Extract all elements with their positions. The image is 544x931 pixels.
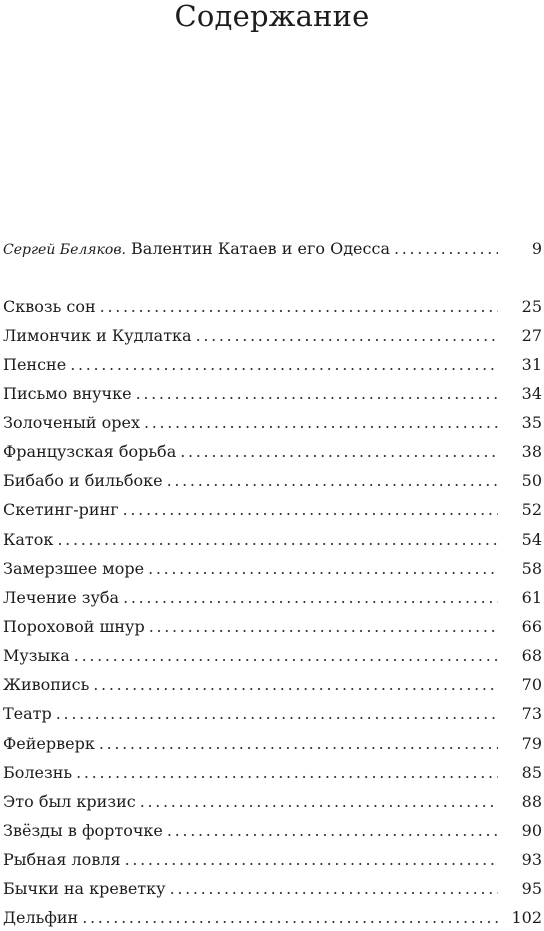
- toc-entry-page: 93: [521, 850, 542, 869]
- toc-entry[interactable]: [3, 789, 542, 815]
- toc-entry[interactable]: [3, 497, 542, 523]
- toc-entry-title: Бычки на креветку: [3, 879, 166, 898]
- toc-entry-page: 70: [521, 675, 542, 694]
- dot-leader: [144, 410, 498, 436]
- dot-leader: [140, 789, 498, 815]
- toc-entry[interactable]: [3, 556, 542, 582]
- toc-entry-title-text: Валентин Катаев и его Одесса: [125, 239, 390, 258]
- dot-leader: [136, 381, 498, 407]
- dot-leader: [76, 760, 498, 786]
- dot-leader: [394, 236, 498, 262]
- toc-entry-page: 31: [521, 355, 542, 374]
- toc-entry-page: 50: [521, 471, 542, 490]
- toc-entry-title: Пенсне: [3, 355, 67, 374]
- toc-entry-page: 102: [511, 908, 542, 927]
- toc-entry-title: Каток: [3, 530, 54, 549]
- toc-entry[interactable]: [3, 672, 542, 698]
- toc-entry-page: 73: [521, 704, 542, 723]
- dot-leader: [167, 818, 498, 844]
- dot-leader: [149, 614, 498, 640]
- toc-entry-page: 88: [521, 792, 542, 811]
- toc-entry[interactable]: [3, 352, 542, 378]
- toc-entry-title: Дельфин: [3, 908, 79, 927]
- dot-leader: [100, 294, 498, 320]
- toc-entry-title: Это был кризис: [3, 792, 136, 811]
- toc-entry[interactable]: [3, 527, 542, 553]
- toc-entry-title: Живопись: [3, 675, 90, 694]
- toc-entry-title: Музыка: [3, 646, 70, 665]
- toc-entry[interactable]: [3, 614, 542, 640]
- toc-entry-title: Болезнь: [3, 763, 73, 782]
- toc-entry-title: Рыбная ловля: [3, 850, 121, 869]
- dot-leader: [123, 497, 498, 523]
- toc-entry[interactable]: [3, 760, 542, 786]
- dot-leader: [170, 876, 498, 902]
- toc-entry-page: 54: [521, 530, 542, 549]
- toc-entry-page: 35: [521, 413, 542, 432]
- toc-entry-page: 38: [521, 442, 542, 461]
- toc-entry[interactable]: [3, 468, 542, 494]
- toc-entry[interactable]: [3, 585, 542, 611]
- dot-leader: [196, 323, 498, 349]
- toc-entry-title: Сквозь сон: [3, 297, 96, 316]
- toc-entry-page: 90: [521, 821, 542, 840]
- toc-entry-page: 85: [521, 763, 542, 782]
- toc-entry-title: Французская борьба: [3, 442, 177, 461]
- dot-leader: [99, 731, 498, 757]
- dot-leader: [93, 672, 498, 698]
- toc-entry-title: Фейерверк: [3, 734, 95, 753]
- page-title: Содержание: [174, 0, 370, 33]
- toc-entry[interactable]: [3, 905, 542, 931]
- dot-leader: [70, 352, 498, 378]
- toc-entry[interactable]: [3, 643, 542, 669]
- toc-entry[interactable]: [3, 439, 542, 465]
- toc-entry-page: 34: [521, 384, 542, 403]
- toc-entry-page: 66: [521, 617, 542, 636]
- toc-entry[interactable]: [3, 818, 542, 844]
- toc-entry-page: 27: [521, 326, 542, 345]
- toc-entry[interactable]: [3, 701, 542, 727]
- toc-entry-page: 61: [521, 588, 542, 607]
- toc-entry-page: 52: [521, 500, 542, 519]
- toc-entry[interactable]: [3, 847, 542, 873]
- toc-entry-page: 68: [521, 646, 542, 665]
- toc-entry-title: Скетинг-ринг: [3, 500, 119, 519]
- dot-leader: [56, 701, 498, 727]
- dot-leader: [57, 527, 498, 553]
- toc-entry-page: 95: [521, 879, 542, 898]
- dot-leader: [125, 847, 498, 873]
- toc-entry-title: Замерзшее море: [3, 559, 145, 578]
- toc-entry-title: Звёзды в форточке: [3, 821, 163, 840]
- toc-entry-title: Театр: [3, 704, 52, 723]
- toc-entry-page: 25: [521, 297, 542, 316]
- dot-leader: [74, 643, 498, 669]
- toc-entry[interactable]: [3, 294, 542, 320]
- toc-entry-title: Пороховой шнур: [3, 617, 145, 636]
- toc-entry[interactable]: [3, 410, 542, 436]
- toc-entry-title: [3, 236, 390, 263]
- toc-entry-title: Золоченый орех: [3, 413, 140, 432]
- toc-entry[interactable]: [3, 381, 542, 407]
- toc-entry-author: Сергей Беляков.: [3, 242, 126, 258]
- toc-entry-title: Бибабо и бильбоке: [3, 471, 163, 490]
- toc-entry-title: Письмо внучке: [3, 384, 132, 403]
- toc-entry-page: 79: [521, 734, 542, 753]
- toc-entry-page: 58: [521, 559, 542, 578]
- dot-leader: [123, 585, 498, 611]
- toc-entry-intro[interactable]: [3, 236, 542, 262]
- dot-leader: [148, 556, 498, 582]
- toc-entry-page: 9: [531, 239, 542, 258]
- toc-entry[interactable]: [3, 323, 542, 349]
- dot-leader: [167, 468, 498, 494]
- toc-entry-title: Лечение зуба: [3, 588, 120, 607]
- toc-entry[interactable]: [3, 876, 542, 902]
- toc-entry-title: Лимончик и Кудлатка: [3, 326, 192, 345]
- toc-entry[interactable]: [3, 731, 542, 757]
- dot-leader: [82, 905, 498, 931]
- dot-leader: [180, 439, 498, 465]
